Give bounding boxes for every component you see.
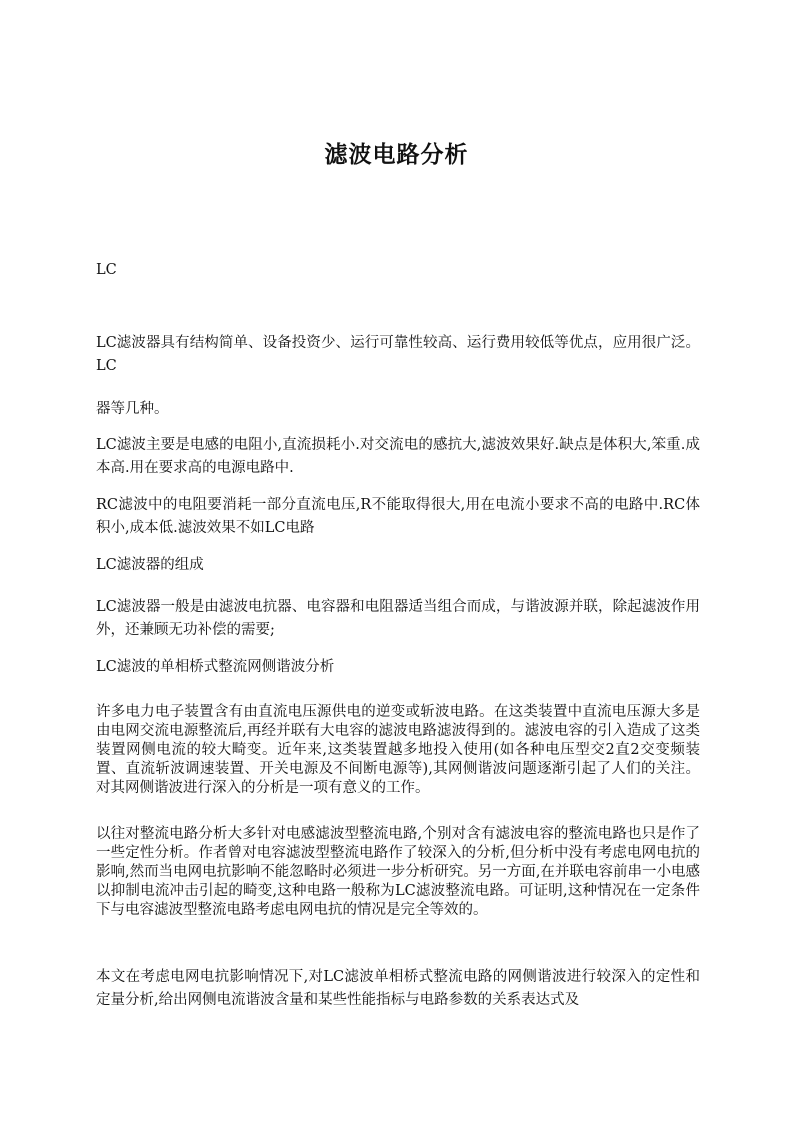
paragraph-lc-heading: LC [96, 262, 117, 278]
paragraph-previous-work: 以往对整流电路分析大多针对电感滤波型整流电路,个别对含有滤波电容的整流电路也只是作了一些定性分析。作者曾对电容滤波型整流电路作了较深入的分析,但分析中没有考虑电网电抗的影响,然而当电网电抗影响不能忽略时必须进一步分析研究。另一方面,在并联电容前串一小电感以抑制电流冲击引起的畸变,这种电路一般称为LC滤波整流电路。可证明,这种情况在一定条件下与电容滤波型整流电路考虑电网电抗的情况是完全等效的。 [96, 826, 700, 918]
page-title: 滤波电路分析 [324, 142, 469, 168]
paragraph-lc-intro: LC滤波器具有结构简单、设备投资少、运行可靠性较高、运行费用较低等优点，应用很广泛。LC [96, 335, 700, 374]
paragraph-rc-comparison: RC滤波中的电阻要消耗一部分直流电压,R不能取得很大,用在电流小要求不高的电路中.RC体积小,成本低.滤波效果不如LC电路 [96, 497, 700, 536]
paragraph-this-paper: 本文在考虑电网电抗影响情况下,对LC滤波单相桥式整流电路的网侧谐波进行较深入的定性和定量分析,给出网侧电流谐波含量和某些性能指标与电路参数的关系表达式及 [96, 969, 700, 1008]
paragraph-background: 许多电力电子装置含有由直流电压源供电的逆变或斩波电路。在这类装置中直流电压源大多是由电网交流电源整流后,再经并联有大电容的滤波电路滤波得到的。滤波电容的引入造成了这类装置网侧电流的较大畸变。近年来,这类装置越多地投入使用(如各种电压型交2直2交变频装置、直流斩波调速装置、开关电源及不间断电源等),其网侧谐波问题逐渐引起了人们的关注。对其网侧谐波进行深入的分析是一项有意义的工作。 [96, 704, 700, 796]
paragraph-types: 器等几种。 [96, 401, 169, 417]
paragraph-composition-heading: LC滤波器的组成 [96, 557, 204, 573]
paragraph-analysis-heading: LC滤波的单相桥式整流网侧谐波分析 [96, 659, 335, 675]
paragraph-lc-pros-cons: LC滤波主要是电感的电阻小,直流损耗小.对交流电的感抗大,滤波效果好.缺点是体积大,笨重.成本高.用在要求高的电源电路中. [96, 437, 700, 476]
paragraph-composition: LC滤波器一般是由滤波电抗器、电容器和电阻器适当组合而成，与谐波源并联，除起滤波作用外，还兼顾无功补偿的需要; [96, 599, 700, 638]
